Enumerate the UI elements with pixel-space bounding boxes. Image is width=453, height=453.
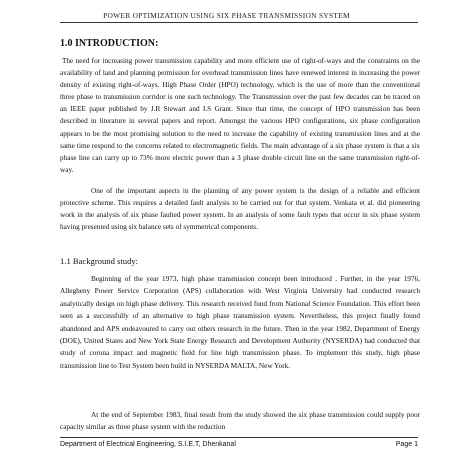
section-heading: 1.0 INTRODUCTION: bbox=[60, 38, 159, 49]
footer-page-number: Page 1 bbox=[395, 441, 418, 448]
footer-department: Department of Electrical Engineering, S.I.E.T, Dhenkanal bbox=[60, 441, 236, 448]
footer-divider bbox=[60, 437, 418, 438]
background-paragraph-1: Beginning of the year 1973, high phase transmission concept been introduced . Further, in the year 1976, Allegheny Power Service Corporation (APS) collaboration with West Virginia University had conducted research analytically design on high phase delivery. This research received fund from National Science Foundation. This effort been seen as a successfully of an alternative to high phase transmission system. Nevertheless, this project finally found abandoned and APS endeavoured to carry out others research in the future. Then in the year 1982, Department of Energy (DOE), United States and New York State Energy Research and Development Authority (NYSERDA) had conducted that study of corona impact and magnetic field for line high transmission phase. To implement this study, high phase transmission line to Test System been build in NYSERDA MALTA, New York. bbox=[60, 275, 420, 370]
running-header-title: POWER OPTIMIZATION USING SIX PHASE TRANSMISSION SYSTEM bbox=[103, 11, 350, 20]
intro-paragraph-1: The need for increasing power transmission capability and more efficient use of right-of-ways and the constraints on the availability of land and planning permission for overhead transmission lines have renewed interest in increasing the power density of existing right-of-ways. High Phase Order (HPO) technology, which is the use of more than the conventional three phase to transmission corridor is one such technology. The Transmission over the past few decades can be traced on an IEEE paper published by J.R Stewart and I.S Grant. Since that time, the concept of HPO transmission has been described in literature in several papers and report. Amongst the various HPO configurations, six phase configuration appears to be the most promising solution to the need to increase the capability of existing transmission lines and at the same time respond to the concerns related to electromagnetic fields. The main advantage of a six phase system is that a six phase line can carry up to 73% more electric power than a 3 phase double circuit line on the same transmission right-of-way. bbox=[60, 57, 420, 174]
intro-paragraph-2: One of the important aspects in the planning of any power system is the design of a reliable and efficient protective scheme. This requires a detailed fault analysis to be carried out for that system. Venkata et al. did pioneering work in the analysis of six phase faulted power system. In an analysis of some fault types that occur in six phase system having presented using six balance sets of symmetrical components. bbox=[60, 187, 420, 232]
background-paragraph-2: At the end of September 1983, final result from the study showed the six phase transmission could supply poor capacity similar as three phase system with the reduction bbox=[60, 411, 420, 432]
header-divider bbox=[60, 22, 418, 23]
subsection-heading: 1.1 Background study: bbox=[60, 256, 139, 266]
